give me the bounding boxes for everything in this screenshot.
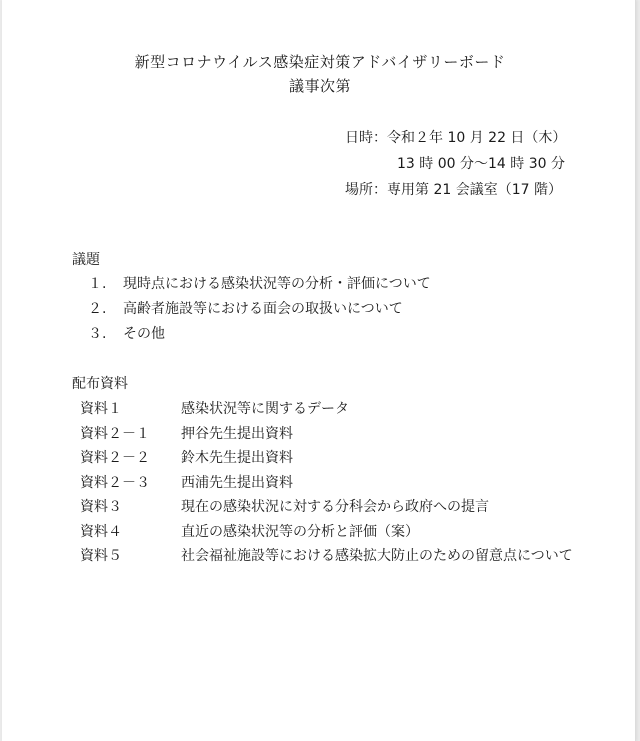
- meeting-meta: [345, 125, 566, 203]
- material-text: 直近の感染状況等の分析と評価（案）: [181, 523, 419, 540]
- date-row: [345, 125, 566, 151]
- agenda-list: [88, 272, 431, 347]
- material-label: 資料３: [80, 499, 122, 515]
- time-row: [345, 151, 566, 177]
- material-text: 押谷先生提出資料: [181, 425, 293, 442]
- agenda-item-number: ３.: [88, 326, 107, 342]
- material-text: 西浦先生提出資料: [181, 474, 293, 491]
- agenda-item-number: ２.: [88, 301, 107, 317]
- materials-heading: 配布資料: [72, 376, 128, 392]
- date-label: 日時：: [345, 130, 387, 146]
- materials-list: [80, 397, 581, 569]
- place-label: 場所：: [345, 182, 387, 198]
- place-value: 専用第 21 会議室（17 階）: [387, 182, 562, 198]
- material-label: 資料５: [80, 548, 122, 564]
- document-title: [0, 50, 640, 98]
- material-item: [80, 446, 581, 471]
- agenda-item: [88, 272, 431, 297]
- material-text: 鈴木先生提出資料: [181, 450, 293, 466]
- material-label: 資料４: [80, 523, 122, 540]
- title-line-1: 新型コロナウイルス感染症対策アドバイザリーボード: [134, 53, 506, 71]
- material-item: [80, 495, 581, 520]
- material-label: 資料２－２: [80, 450, 150, 466]
- agenda-item-text: その他: [123, 326, 165, 342]
- material-item: [80, 397, 581, 422]
- material-text: 感染状況等に関するデータ: [181, 401, 349, 417]
- place-row: [345, 177, 566, 203]
- agenda-item-text: 高齢者施設等における面会の取扱いについて: [123, 301, 403, 317]
- agenda-item: [88, 322, 431, 347]
- title-line-2: 議事次第: [288, 77, 351, 95]
- material-label: 資料２－１: [80, 425, 150, 442]
- material-text: 現在の感染状況に対する分科会から政府への提言: [181, 499, 489, 515]
- material-text: 社会福祉施設等における感染拡大防止のための留意点について: [181, 548, 573, 564]
- material-label: 資料１: [80, 401, 122, 417]
- material-label: 資料２－３: [80, 474, 150, 491]
- document-page: [2, 0, 636, 741]
- material-item: [80, 520, 581, 545]
- agenda-heading: 議題: [72, 252, 100, 268]
- material-item: [80, 422, 581, 447]
- agenda-item-text: 現時点における感染状況等の分析・評価について: [123, 276, 431, 292]
- agenda-item-number: １.: [88, 276, 107, 292]
- agenda-item: [88, 297, 431, 322]
- date-value: 令和２年 10 月 22 日（木）: [387, 130, 567, 146]
- material-item: [80, 471, 581, 496]
- material-item: [80, 544, 581, 569]
- time-value: 13 時 00 分～14 時 30 分: [397, 156, 565, 172]
